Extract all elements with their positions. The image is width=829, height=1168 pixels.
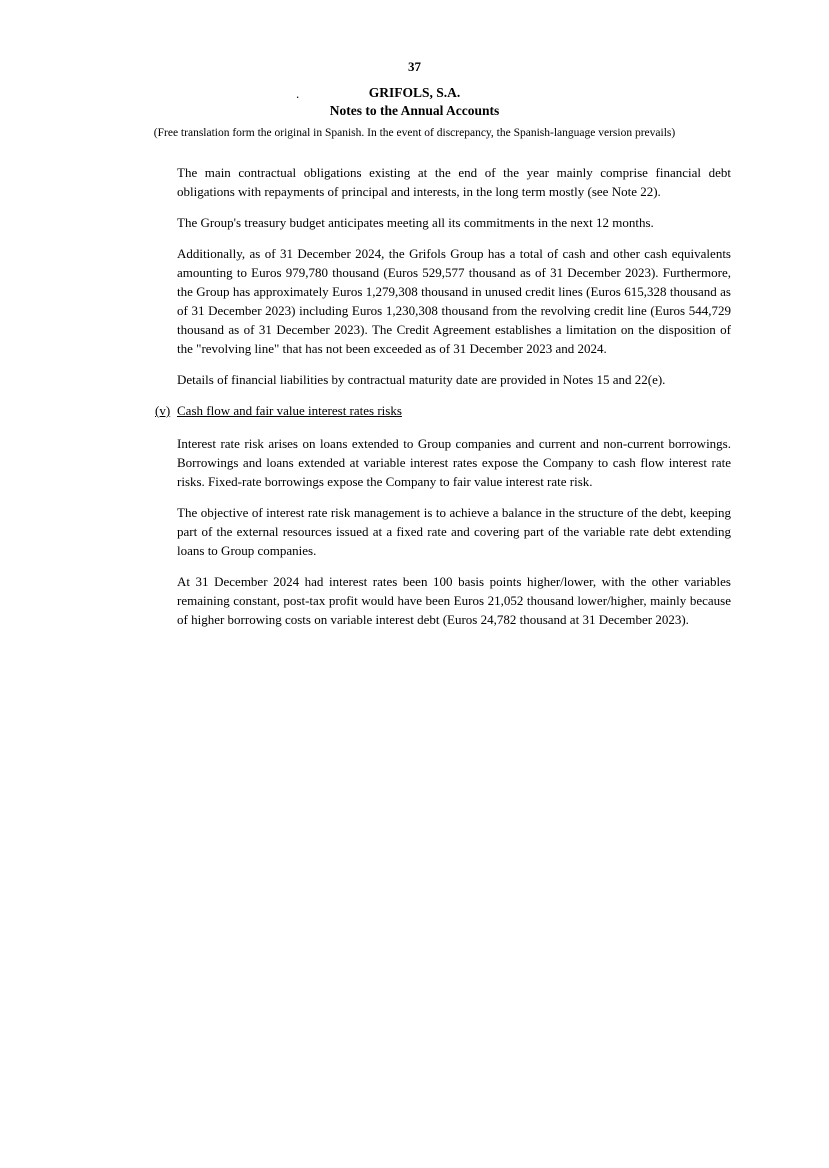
translation-note: (Free translation form the original in Spanish. In the event of discrepancy, the Spanish-language version prevails) — [153, 127, 676, 139]
paragraph-financial-liabilities: Details of financial liabilities by contractual maturity date are provided in Notes 15 and 22(e). — [177, 372, 666, 387]
stray-period-mark: . — [296, 86, 300, 101]
paragraph-treasury-budget: The Group's treasury budget anticipates meeting all its commitments in the next 12 months. — [177, 215, 654, 230]
paragraph-risk-management-objective: The objective of interest rate risk management is to achieve a balance in the structure of the debt, keeping part of the external resources issued at a fixed rate and covering part of the variable rate debt extending loans to Group companies. — [177, 505, 731, 558]
document-subtitle: Notes to the Annual Accounts — [329, 103, 500, 118]
paragraph-interest-rate-risk: Interest rate risk arises on loans extended to Group companies and current and non-current borrowings. Borrowings and loans extended at variable interest rates expose the Company to cash flow interest rate risks. Fixed-rate borrowings expose the Company to fair value interest rate risk. — [177, 436, 731, 489]
section-heading-cash-flow — [155, 401, 731, 420]
paragraph-sensitivity-analysis: At 31 December 2024 had interest rates been 100 basis points higher/lower, with the other variables remaining constant, post-tax profit would have been Euros 21,052 thousand lower/higher, mainly because of higher borrowing costs on variable interest debt (Euros 24,782 thousand at 31 December 2023). — [177, 574, 731, 627]
page-number: 37 — [408, 59, 421, 74]
paragraph-cash-equivalents: Additionally, as of 31 December 2024, the Grifols Group has a total of cash and other cash equivalents amounting to Euros 979,780 thousand (Euros 529,577 thousand as of 31 December 2023). Furthermore, the Group has approximately Euros 1,279,308 thousand in unused credit lines (Euros 615,328 thousand as of 31 December 2023) including Euros 1,230,308 thousand from the revolving credit line (Euros 544,729 thousand as of 31 December 2023). The Credit Agreement establishes a limitation on the disposition of the "revolving line" that has not been exceeded as of 31 December 2023 and 2024. — [177, 246, 731, 356]
company-title: GRIFOLS, S.A. — [368, 85, 461, 100]
document-body — [155, 163, 731, 641]
paragraph-contractual-obligations: The main contractual obligations existing at the end of the year mainly comprise financial debt obligations with repayments of principal and interests, in the long term mostly (see Note 22). — [177, 165, 731, 199]
section-heading-text: Cash flow and fair value interest rates risks — [177, 403, 402, 418]
section-marker: (v) — [155, 403, 171, 418]
